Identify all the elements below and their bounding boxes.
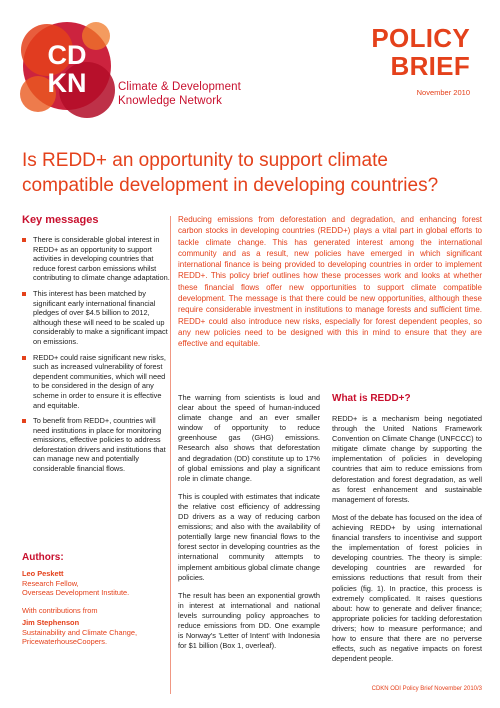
column-divider: [170, 216, 171, 694]
author-name: Leo Peskett: [22, 569, 64, 578]
logo-letters-bottom: KN: [47, 68, 87, 98]
body-column-left: [178, 393, 320, 659]
contributor-role-line1: Sustainability and Climate Change,: [22, 627, 138, 637]
page-title: Is REDD+ an opportunity to support climate compatible development in developing countries?: [22, 150, 439, 196]
brief-label: BRIEF: [390, 51, 470, 81]
cdkn-logo: [14, 8, 126, 126]
key-message-item: [22, 416, 170, 474]
authors-block: [22, 552, 172, 647]
page-footer: CDKN ODI Policy Brief November 2010/3: [371, 686, 482, 692]
logo-letters-top: CD: [47, 40, 87, 70]
key-message-text: This interest has been matched by significant early international financial pledges of over $4.5 billion to 2012, although these will need to be scaled up considerably to make a significant impact on emissions.: [33, 288, 168, 346]
key-messages-list: [22, 235, 170, 474]
bullet-icon: [22, 419, 26, 423]
body-paragraph: This is coupled with estimates that indicate the relative cost efficiency of addressing DD drivers as a way of reducing carbon emissions; and also with the availability of potentially large new financial flows to the forest sector in developing countries as the international community attempts to implement ambitious global climate change policies.: [178, 491, 320, 582]
logo-name-line1: Climate & Development: [118, 81, 241, 93]
bullet-icon: [22, 356, 26, 360]
key-message-item: [22, 235, 170, 283]
key-message-item: [22, 289, 170, 347]
contributions-label: With contributions from: [22, 605, 98, 615]
contributor-role-line2: PricewaterhouseCoopers.: [22, 637, 108, 646]
cdkn-logo-mark: [14, 8, 126, 126]
body-column-right: [332, 393, 482, 672]
bullet-icon: [22, 238, 26, 242]
contributor-name: Jim Stephenson: [22, 618, 80, 627]
bullet-icon: [22, 292, 26, 296]
key-messages-heading: Key messages: [22, 214, 99, 226]
body-paragraph: REDD+ is a mechanism being negotiated through the United Nations Framework Convention on Climate Change (UNFCCC) to mitigate climate change by supporting the implementation of policies in developing countries that aim to reduce emissions from deforestation and forest degradation, as well as forest enhancement and sustainable management of forests.: [332, 414, 482, 504]
body-paragraph: Most of the debate has focused on the idea of achieving REDD+ by using international financial transfers to incentivise and support the implementation of forest policies in developing countries. The theory is simple: developing countries are rewarded for emissions reductions that result from their policies (fig. 1). In practice, this process is extremely complicated. It raises questions about: how to generate and deliver finance; appropriate policies for tackling deforestation drivers; how to measure performance; and how to ensure that there are no perverse effects, such as negative impacts on forest dependent people.: [332, 512, 482, 664]
publication-date: November 2010: [416, 88, 470, 97]
body-paragraph: The result has been an exponential growth in interest at international and national levels surrounding policy approaches to reduce emissions from DD. One example is Norway's 'Letter of Intent' with Indonesia for $1 billion (Box 1, overleaf).: [178, 590, 320, 651]
policy-brief-header: [371, 24, 470, 97]
key-message-text: To benefit from REDD+, countries will need institutions in place for monitoring emissions, effective policies to address deforestation drivers and institutions that can manage new and potentially considerable financial flows.: [33, 416, 166, 474]
section-heading-redd: What is REDD+?: [332, 393, 411, 404]
key-message-item: [22, 353, 170, 411]
key-messages: [22, 214, 170, 480]
logo-wordmark: [118, 80, 241, 108]
author-role-line2: Overseas Development Institute.: [22, 588, 130, 597]
authors-heading: Authors:: [22, 552, 64, 563]
policy-label: POLICY: [371, 23, 470, 53]
author-role-line1: Research Fellow,: [22, 578, 79, 588]
key-message-text: REDD+ could raise significant new risks, such as increased vulnerability of forest dependent communities, which will need to be considered in the design of any scheme in order to ensure it is effective and equitable.: [33, 352, 166, 410]
logo-name-line2: Knowledge Network: [118, 95, 222, 107]
key-message-text: There is considerable global interest in REDD+ as an opportunity to support activities in developing countries that reduce forest carbon emissions whilst contributing to climate change adaptation.: [33, 235, 170, 283]
intro-paragraph: Reducing emissions from deforestation and degradation, and enhancing forest carbon stocks in developing countries (REDD+) plays a vital part in global efforts to tackle climate change. This has generated interest among the international community and as a result, new policies have emerged in which significant international finance is being provided to developing countries in order to implement REDD+. This policy brief outlines how these processes work and looks at whether these financial flows offer new opportunities to support climate compatible development. The message is that there could be new opportunities, although these require considerable investment in institutions to manage forests and sufficient time. REDD+ could also introduce new risks, especially for forest dependent peoples, so any new policies need to be designed with this in mind to ensure that they are effective and equitable.: [178, 215, 482, 349]
body-paragraph: The warning from scientists is loud and clear about the speed of human-induced climate change and an ever smaller window of opportunity to reduce greenhouse gas (GHG) emissions. Research also shows that deforestation and degradation (DD) constitute up to 17% of global emissions and play a significant role in climate change.: [178, 393, 320, 483]
